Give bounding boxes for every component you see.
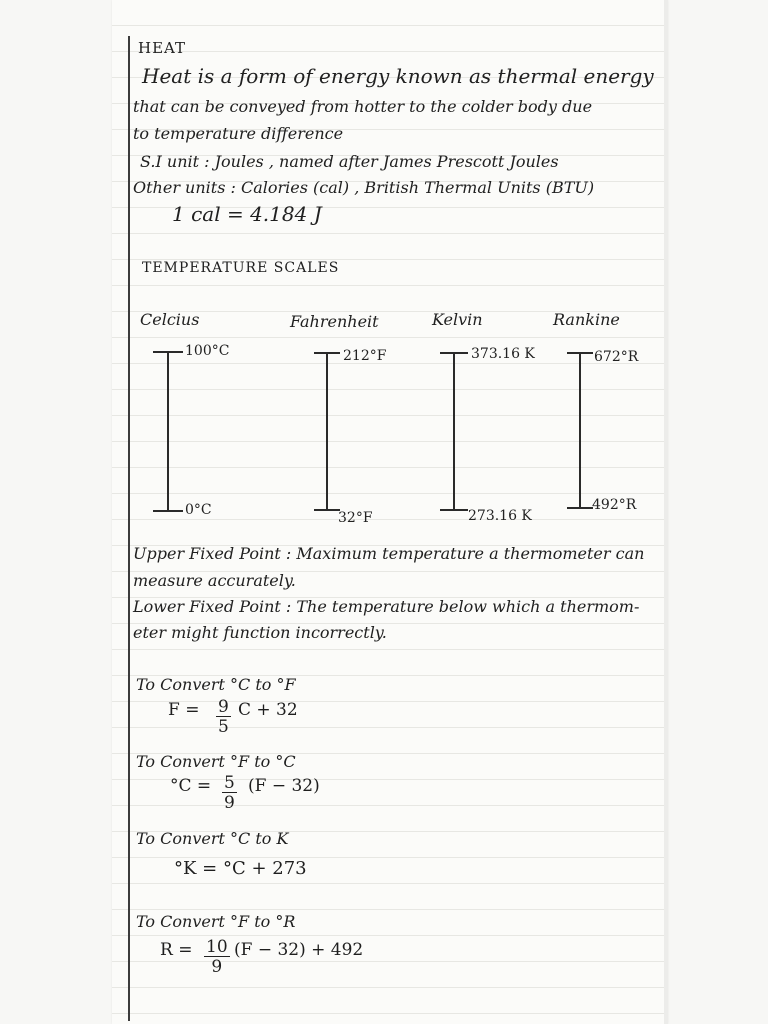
rankine-upper-value: 672°R bbox=[594, 349, 639, 365]
fahrenheit-lower-value: 32°F bbox=[338, 510, 373, 526]
fraction-numerator: 9 bbox=[218, 697, 229, 717]
kelvin-lower-value: 273.16 K bbox=[468, 508, 532, 524]
fixed-point-line-1: Upper Fixed Point : Maximum temperature a thermometer can bbox=[133, 544, 645, 563]
conversion-heading-f-to-c: To Convert °F to °C bbox=[136, 752, 296, 771]
fixed-point-line-2: measure accurately. bbox=[133, 571, 296, 590]
fahrenheit-stem bbox=[326, 352, 328, 510]
si-unit-line: S.I unit : Joules , named after James Prescott Joules bbox=[140, 152, 559, 171]
scale-name-kelvin: Kelvin bbox=[432, 310, 483, 329]
page-edge bbox=[664, 0, 668, 1024]
rankine-stem bbox=[579, 352, 581, 508]
rankine-lower-value: 492°R bbox=[592, 497, 637, 513]
fahrenheit-bottom-cap bbox=[314, 509, 340, 511]
conversion-f-to-c-lhs: °C = bbox=[170, 776, 212, 796]
celcius-stem bbox=[167, 351, 169, 511]
cal-equation: 1 cal = 4.184 J bbox=[172, 202, 322, 226]
conversion-f-to-r-fraction bbox=[204, 938, 230, 977]
scale-name-celcius: Celcius bbox=[140, 310, 200, 329]
intro-line-2: that can be conveyed from hotter to the colder body due bbox=[133, 97, 593, 116]
rankine-bottom-cap bbox=[567, 507, 593, 509]
celcius-lower-value: 0°C bbox=[185, 502, 212, 518]
conversion-c-to-f-rhs: C + 32 bbox=[238, 700, 298, 720]
conversion-c-to-k-formula: °K = °C + 273 bbox=[174, 858, 307, 879]
fraction-denominator: 9 bbox=[211, 957, 223, 977]
scale-name-rankine: Rankine bbox=[553, 310, 620, 329]
kelvin-stem bbox=[453, 352, 455, 510]
conversion-c-to-f-lhs: F = bbox=[168, 700, 200, 720]
heading: HEAT bbox=[138, 39, 187, 57]
kelvin-bottom-cap bbox=[440, 509, 468, 511]
intro-line-1: Heat is a form of energy known as thermal energy bbox=[142, 64, 654, 88]
conversion-f-to-c-fraction bbox=[222, 774, 237, 813]
conversion-f-to-r-rhs: (F − 32) + 492 bbox=[234, 940, 364, 960]
fraction-denominator: 9 bbox=[224, 793, 235, 813]
conversion-c-to-f-fraction bbox=[216, 698, 231, 737]
margin-line bbox=[128, 36, 130, 1021]
conversion-heading-c-to-f: To Convert °C to °F bbox=[136, 675, 296, 694]
fraction-denominator: 5 bbox=[218, 717, 229, 737]
intro-line-3: to temperature difference bbox=[133, 124, 344, 143]
temperature-scales-title: TEMPERATURE SCALES bbox=[142, 260, 340, 276]
celcius-upper-value: 100°C bbox=[185, 343, 230, 359]
fixed-point-line-4: eter might function incorrectly. bbox=[133, 623, 387, 642]
other-units-line: Other units : Calories (cal) , British Thermal Units (BTU) bbox=[133, 178, 595, 197]
fraction-numerator: 5 bbox=[224, 773, 235, 793]
celcius-bottom-cap bbox=[153, 510, 183, 512]
scale-name-fahrenheit: Fahrenheit bbox=[290, 312, 379, 331]
kelvin-upper-value: 373.16 K bbox=[471, 346, 535, 362]
fraction-numerator: 10 bbox=[206, 937, 228, 957]
fahrenheit-upper-value: 212°F bbox=[343, 348, 387, 364]
conversion-f-to-c-rhs: (F − 32) bbox=[248, 776, 320, 796]
conversion-heading-c-to-k: To Convert °C to K bbox=[136, 829, 289, 848]
fixed-point-line-3: Lower Fixed Point : The temperature below which a thermom- bbox=[133, 597, 640, 616]
conversion-heading-f-to-r: To Convert °F to °R bbox=[136, 912, 296, 931]
conversion-f-to-r-lhs: R = bbox=[160, 940, 193, 960]
